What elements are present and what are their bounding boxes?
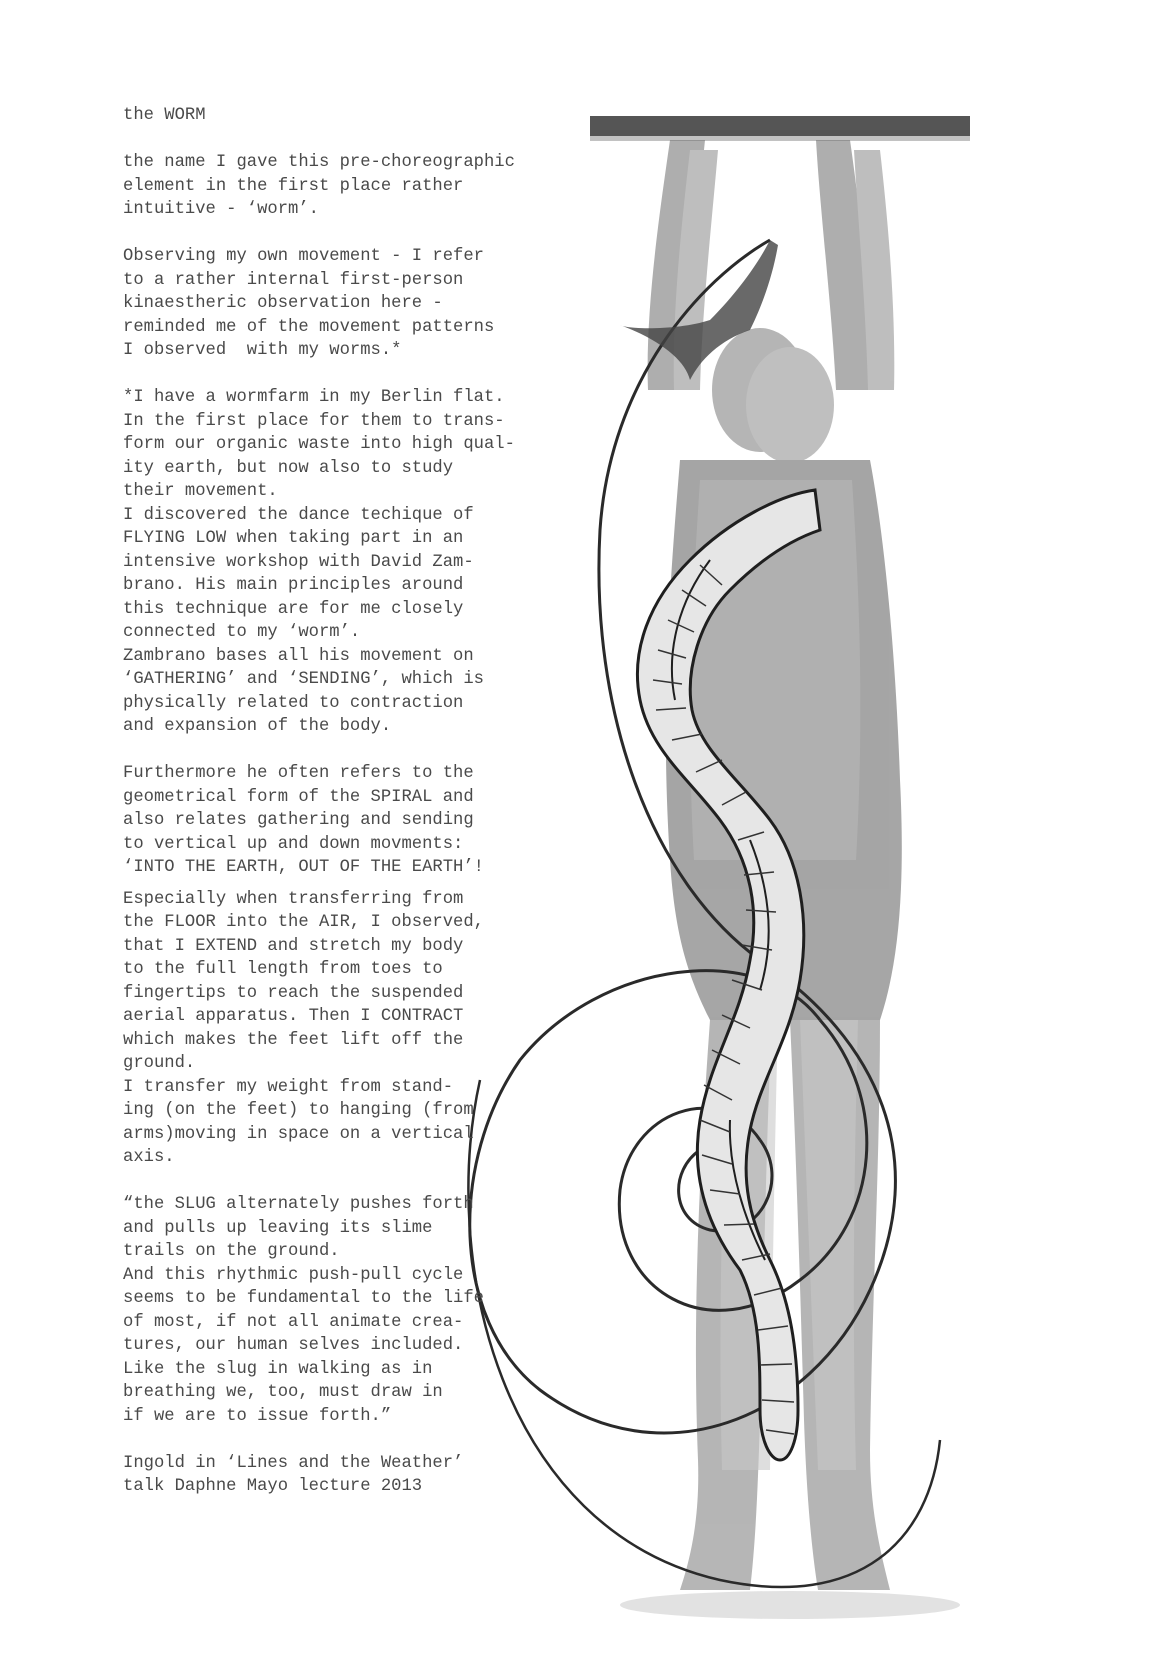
text-line: connected to my ‘worm’. xyxy=(123,623,361,642)
text-line: brano. His main principles around xyxy=(123,576,464,595)
text-line: Ingold in ‘Lines and the Weather’ xyxy=(123,1453,464,1473)
text-line: their movement. xyxy=(123,482,278,501)
text-line: *I have a wormfarm in my Berlin flat. xyxy=(123,388,505,407)
text-line: intuitive - ‘worm’. xyxy=(123,200,319,219)
text-line: ‘INTO THE EARTH, OUT OF THE EARTH’! xyxy=(123,858,484,877)
document-title: the WORM xyxy=(123,106,206,125)
text-line: Furthermore he often refers to the xyxy=(123,764,474,783)
text-line: I observed with my worms.* xyxy=(123,341,402,360)
paragraph-spiral xyxy=(123,762,553,880)
text-line: “the SLUG alternately pushes forth xyxy=(123,1195,474,1214)
text-line: Zambrano bases all his movement on xyxy=(123,646,474,666)
text-line: this technique are for me closely xyxy=(123,599,464,619)
text-line: ing (on the feet) to hanging (from xyxy=(123,1101,474,1120)
text-line: to a rather internal first-person xyxy=(123,270,464,290)
text-line: intensive workshop with David Zam- xyxy=(123,552,474,572)
text-line: ground. xyxy=(123,1054,196,1073)
text-line: form our organic waste into high qual- xyxy=(123,435,515,454)
text-line: ity earth, but now also to study xyxy=(123,458,454,478)
paragraph-citation xyxy=(123,1452,553,1499)
text-line: talk Daphne Mayo lecture 2013 xyxy=(123,1477,423,1496)
aerial-bar xyxy=(590,116,970,136)
text-line: breathing we, too, must draw in xyxy=(123,1383,443,1402)
text-line: and pulls up leaving its slime xyxy=(123,1218,433,1238)
paragraph-flying-low xyxy=(123,504,553,739)
text-line: tures, our human selves included. xyxy=(123,1336,464,1355)
text-column xyxy=(123,104,553,1499)
text-line: if we are to issue forth.” xyxy=(123,1406,392,1426)
text-line: kinaestheric observation here - xyxy=(123,294,443,313)
text-line: fingertips to reach the suspended xyxy=(123,983,464,1003)
text-line: the name I gave this pre-choreographic xyxy=(123,153,515,172)
text-line: seems to be fundamental to the life xyxy=(123,1289,484,1308)
text-line: also relates gathering and sending xyxy=(123,811,474,830)
aerial-bar-shadow xyxy=(590,136,970,141)
text-line: ‘GATHERING’ and ‘SENDING’, which is xyxy=(123,670,484,689)
text-line: And this rhythmic push-pull cycle xyxy=(123,1265,464,1285)
paragraph-footnote-wormfarm xyxy=(123,386,553,504)
text-line: Observing my own movement - I refer xyxy=(123,247,484,266)
text-line: In the first place for them to trans- xyxy=(123,411,505,431)
text-line: trails on the ground. xyxy=(123,1242,340,1261)
text-line: reminded me of the movement patterns xyxy=(123,317,495,337)
text-line: that I EXTEND and stretch my body xyxy=(123,936,464,956)
text-line: axis. xyxy=(123,1148,175,1167)
text-line: I discovered the dance techique of xyxy=(123,505,474,525)
text-line: aerial apparatus. Then I CONTRACT xyxy=(123,1007,464,1026)
text-line: element in the first place rather xyxy=(123,176,464,196)
text-line: physically related to contraction xyxy=(123,693,464,713)
text-line: the FLOOR into the AIR, I observed, xyxy=(123,913,484,932)
text-line: I transfer my weight from stand- xyxy=(123,1077,454,1097)
text-line: Especially when transferring from xyxy=(123,889,464,909)
floor-shadow xyxy=(620,1591,960,1619)
text-line: of most, if not all animate crea- xyxy=(123,1312,464,1332)
text-line: Like the slug in walking as in xyxy=(123,1359,433,1379)
text-line: to vertical up and down movments: xyxy=(123,834,464,854)
text-line: and expansion of the body. xyxy=(123,717,392,736)
paragraph-quote xyxy=(123,1193,553,1428)
paragraph-floor-to-air xyxy=(123,888,553,1170)
text-line: arms)moving in space on a vertical xyxy=(123,1124,474,1144)
paragraph-name-origin xyxy=(123,151,553,222)
text-line: geometrical form of the SPIRAL and xyxy=(123,787,474,807)
text-line: FLYING LOW when taking part in an xyxy=(123,529,464,548)
paragraph-observation xyxy=(123,245,553,363)
text-line: which makes the feet lift off the xyxy=(123,1030,464,1050)
text-line: to the full length from toes to xyxy=(123,960,443,979)
